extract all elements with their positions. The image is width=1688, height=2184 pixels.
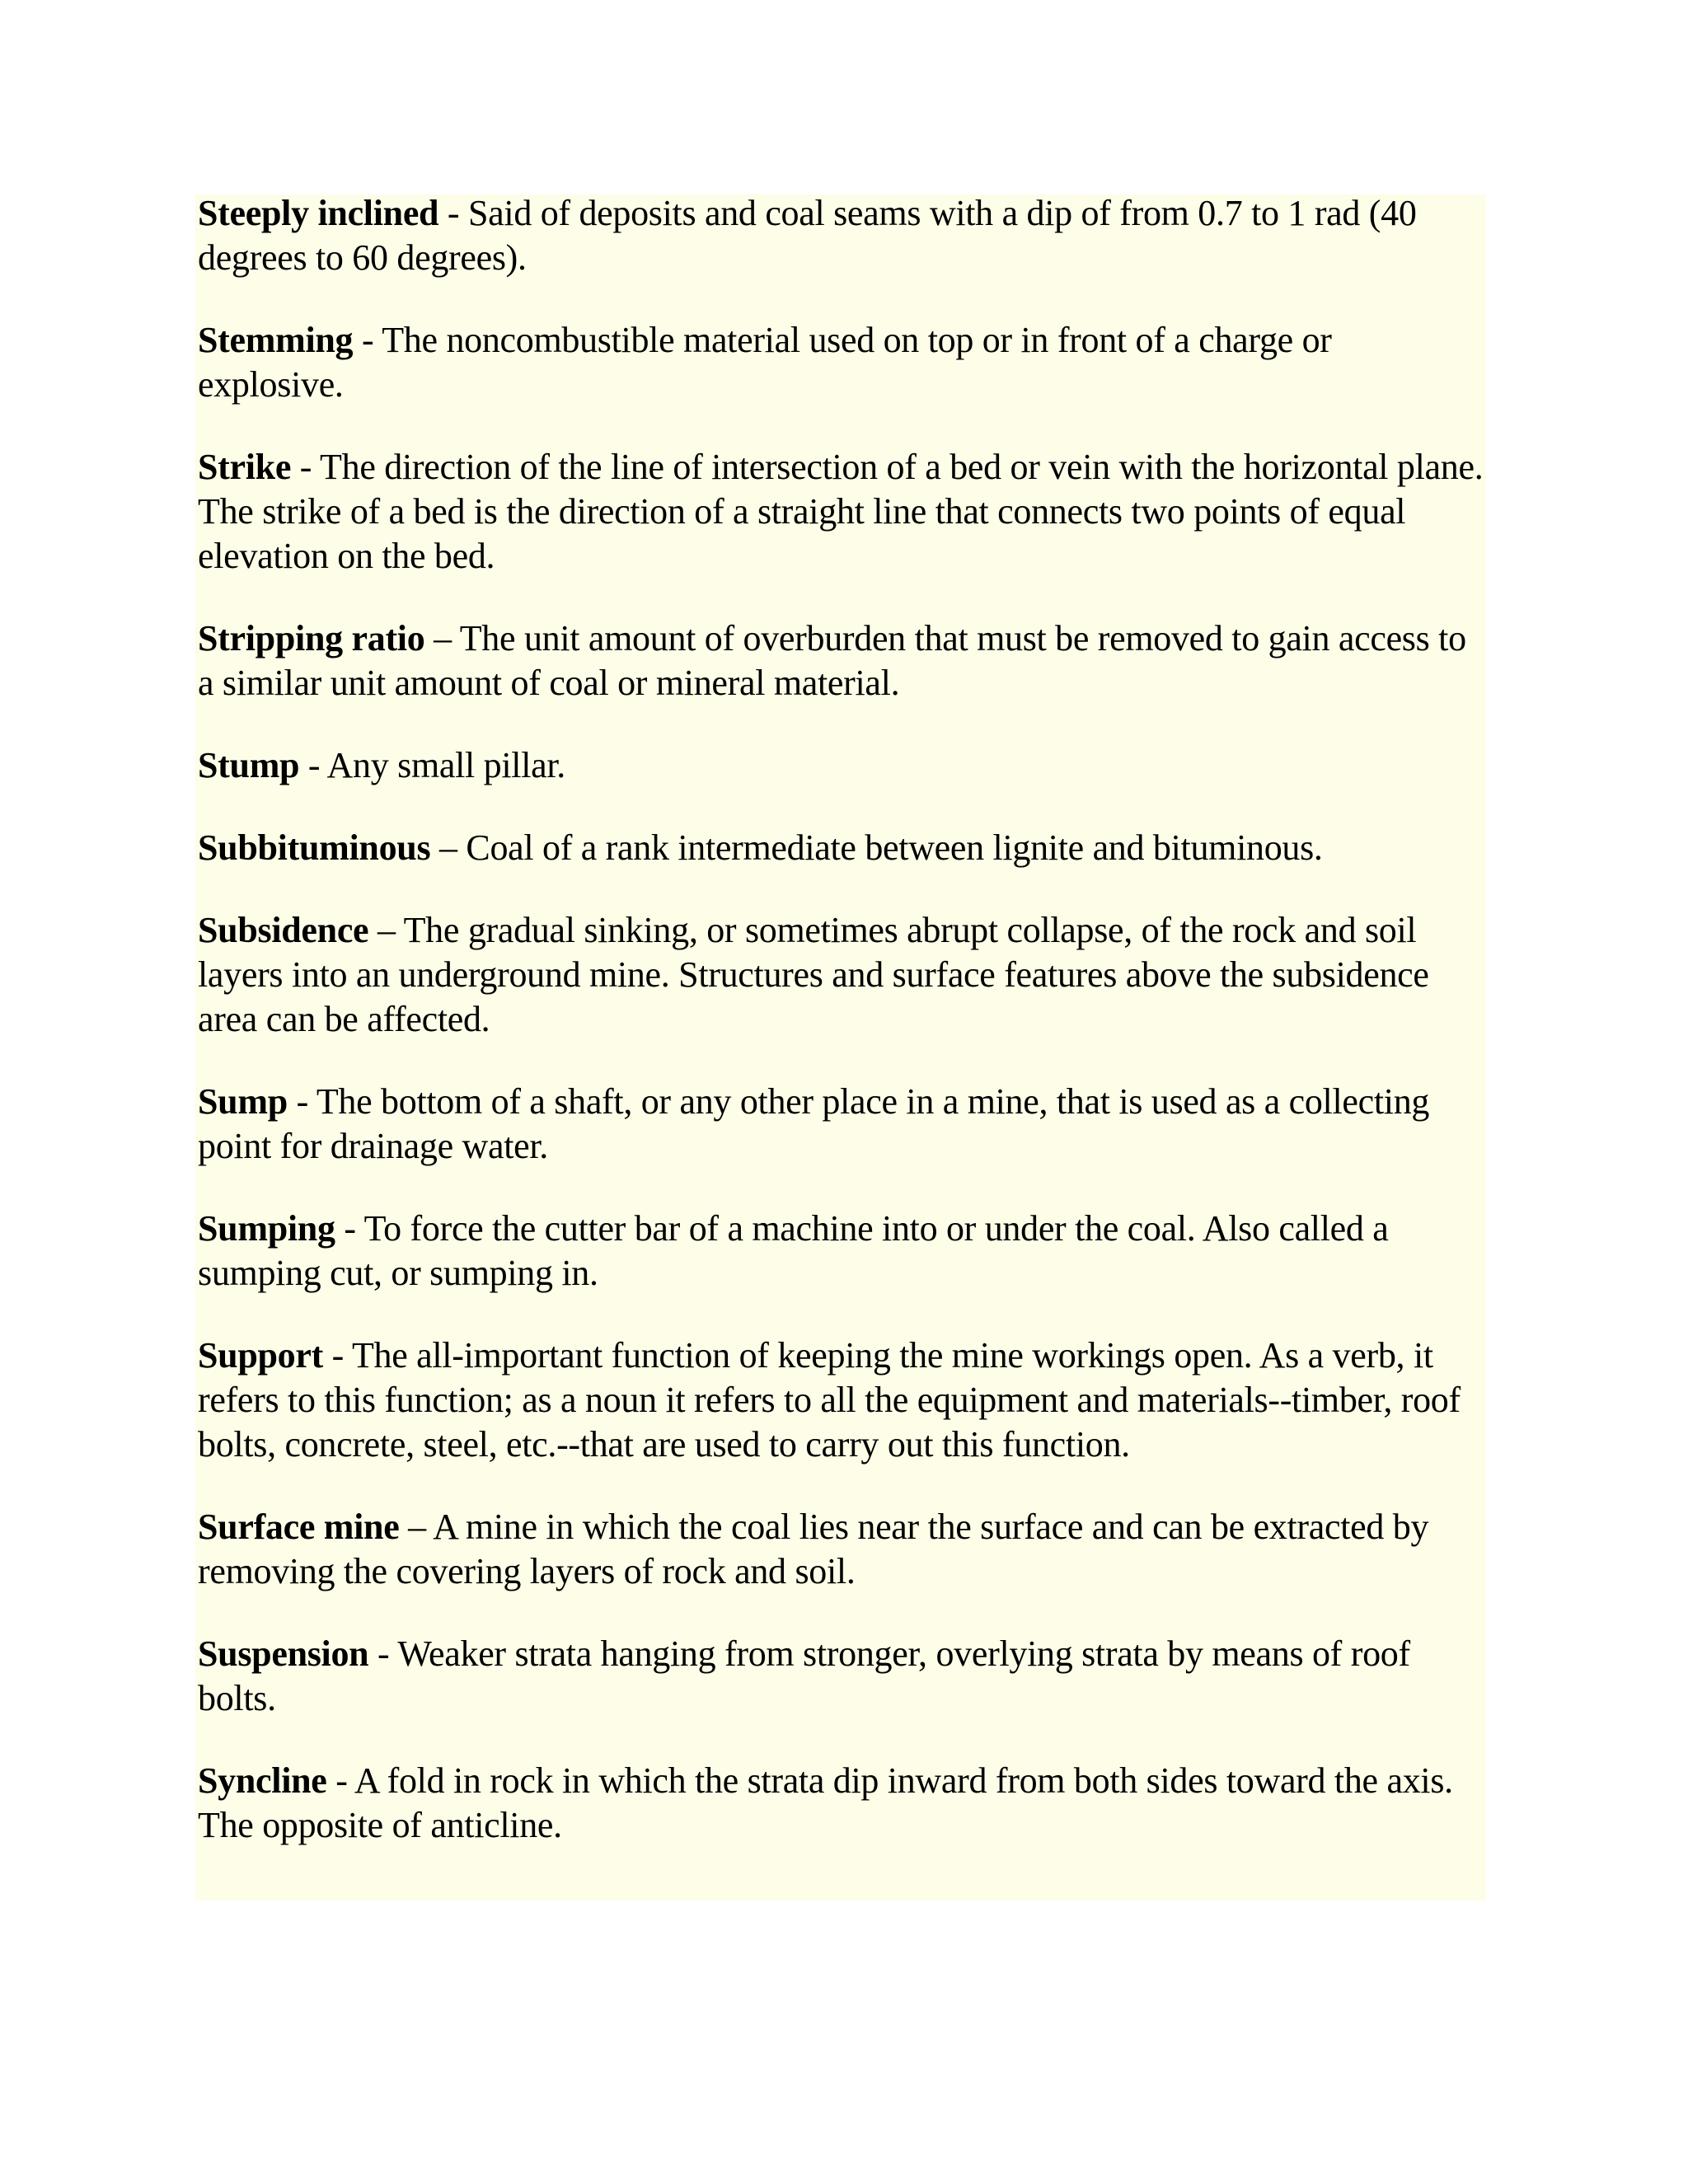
glossary-definition: The direction of the line of intersection of a bed or vein with the horizontal plane. The strike of a bed is the direction of a straight line that connects two points of equal elevation on the bed. [198,447,1484,576]
glossary-entry-syncline [198,1759,1484,1848]
glossary-separator: - [353,320,382,360]
glossary-definition: The bottom of a shaft, or any other place in a mine, that is used as a collecting point for drainage water. [198,1081,1430,1166]
glossary-separator: - [322,1335,352,1376]
glossary-term: Support [198,1335,323,1376]
glossary-term: Subsidence [198,910,369,950]
glossary-term: Subbituminous [198,827,431,868]
glossary-definition: A mine in which the coal lies near the surface and can be extracted by removing the covering layers of rock and soil. [198,1507,1429,1591]
glossary-entry-steeply-inclined [198,191,1484,280]
glossary-entry-surface-mine [198,1505,1484,1594]
glossary-definition: To force the cutter bar of a machine into or under the coal. Also called a sumping cut, or sumping in. [198,1208,1389,1293]
glossary-entry-strike [198,445,1484,579]
glossary-entry-stemming [198,318,1484,407]
glossary-entry-sump [198,1080,1484,1169]
glossary-separator: - [299,745,327,785]
glossary-separator: - [368,1633,398,1674]
glossary-definition: Any small pillar. [326,745,565,785]
glossary-definition: Weaker strata hanging from stronger, overlying strata by means of roof bolts. [198,1633,1410,1718]
glossary-entry-subsidence [198,908,1484,1042]
glossary-term: Sump [198,1081,288,1122]
glossary-term: Suspension [198,1633,369,1674]
glossary-definition: The gradual sinking, or sometimes abrupt collapse, of the rock and soil layers into an underground mine. Structures and surface features above the subsidence area can be affected. [198,910,1429,1039]
glossary-term: Strike [198,447,292,487]
glossary-separator: - [438,193,468,233]
glossary-term: Stripping ratio [198,618,425,658]
glossary-term: Syncline [198,1760,327,1801]
glossary-separator: - [335,1208,364,1249]
glossary-separator: - [291,447,321,487]
glossary-separator: - [326,1760,354,1801]
glossary-definition: The unit amount of overburden that must be removed to gain access to a similar unit amount of coal or mineral material. [198,618,1466,703]
glossary-definition: Coal of a rank intermediate between lignite and bituminous. [466,827,1323,868]
glossary-definition: The noncombustible material used on top or in front of a charge or explosive. [198,320,1332,405]
glossary-entry-support [198,1333,1484,1467]
glossary-separator: - [287,1081,316,1122]
glossary-separator: – [424,618,460,658]
glossary-definition: A fold in rock in which the strata dip inward from both sides toward the axis. The opposite of anticline. [198,1760,1453,1845]
glossary-entry-subbituminous [198,826,1484,870]
glossary-term: Surface mine [198,1507,400,1547]
glossary-term: Sumping [198,1208,335,1249]
glossary-definition: The all-important function of keeping the mine workings open. As a verb, it refers to this function; as a noun it refers to all the equipment and materials--timber, roof bolts, concrete, steel, etc.--that are used to carry out this function. [198,1335,1461,1465]
glossary-list [198,191,1484,1886]
glossary-separator: – [430,827,467,868]
glossary-separator: – [399,1507,434,1547]
glossary-term: Stemming [198,320,354,360]
glossary-definition: Said of deposits and coal seams with a dip of from 0.7 to 1 rad (40 degrees to 60 degrees). [198,193,1417,278]
glossary-separator: – [368,910,404,950]
glossary-entry-sumping [198,1207,1484,1296]
glossary-term: Steeply inclined [198,193,439,233]
glossary-entry-stump [198,743,1484,788]
glossary-term: Stump [198,745,300,785]
glossary-entry-stripping-ratio [198,616,1484,705]
glossary-entry-suspension [198,1632,1484,1721]
